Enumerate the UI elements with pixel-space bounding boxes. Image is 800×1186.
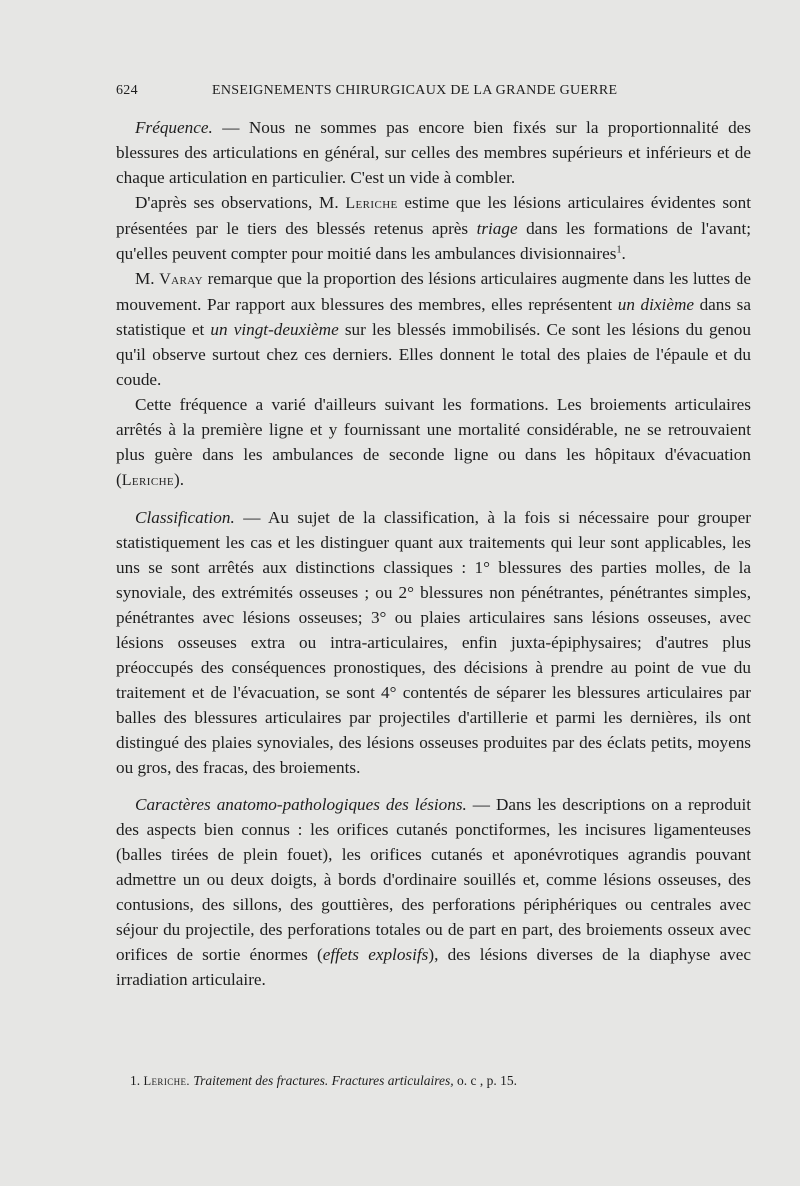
footnote <box>130 1073 750 1089</box>
section-heading-caracteres: Caractères anatomo-pathologiques des lésions. <box>135 795 467 814</box>
section-heading-frequence: Fréquence. <box>135 118 213 137</box>
paragraph-varay: M. Varay remarque que la proportion des lésions articulaires augmente dans les luttes de mouvement. Par rapport aux blessures des membres, elles représentent un dixième dans sa statistique et un vingt-deuxième sur les blessés immobilisés. Ce sont les lésions du genou qu'il observe surtout chez ces derniers. Elles donnent le total des plaies de l'épaule et du coude. <box>116 269 751 389</box>
footnote-ref[interactable]: 1 <box>616 244 622 256</box>
footnote-reference: o. c , p. 15. <box>453 1073 517 1088</box>
paragraph-classification: Classification. — Au sujet de la classification, à la fois si nécessaire pour grouper statistiquement les cas et les distinguer quant aux traitements qui leur sont applicables, les uns se sont arrêtés aux distinctions classiques : 1° blessures des parties molles, de la synoviale, des extrémités osseuses ; ou 2° blessures non pénétrantes, pénétrantes simples, pénétrantes avec lésions osseuses; 3° ou plaies articulaires sans lésions osseuses, avec lésions osseuses extra ou intra-articulaires, enfin juxta-épiphysaires; d'autres plus préoccupés des conséquences pronostiques, des décisions à prendre au point de vue du traitement et de l'évacuation, se sont 4° contentés de séparer les blessures articulaires par balles des blessures articulaires par projectiles d'artillerie et parmi les dernières, ils ont distingué des plaies synoviales, des lésions osseuses produites par des éclats petits, moyens ou gros, des fracas, des broiements. <box>116 508 751 777</box>
author-name: Leriche <box>121 472 175 489</box>
footnote-title: Traitement des fractures. Fractures articulaires, <box>193 1073 454 1088</box>
paragraph-leriche: D'après ses observations, M. Leriche estime que les lésions articulaires évidentes sont présentées par le tiers des blessés retenus après triage dans les formations de l'avant; qu'elles peuvent compter pour moitié dans les ambulances divisionnaires$^1$. <box>116 193 751 263</box>
running-title: ENSEIGNEMENTS CHIRURGICAUX DE LA GRANDE GUERRE <box>212 83 618 98</box>
paragraph-formations: Cette fréquence a varié d'ailleurs suivant les formations. Les broiements articulaires arrêtés à la première ligne et y fournissant une mortalité considérable, ne se retrouvaient plus guère dans les ambulances de seconde ligne ou dans les hôpitaux d'évacuation (Leriche). <box>116 395 751 489</box>
running-header <box>116 83 751 107</box>
paragraph-frequence: Fréquence. — Nous ne sommes pas encore bien fixés sur la proportionnalité des blessures des articulations en général, sur celles des membres supérieurs et inférieurs et de chaque articulation en particulier. C'est un vide à combler. <box>116 118 751 187</box>
section-heading-classification: Classification. <box>135 508 235 527</box>
author-name: Varay <box>159 271 203 288</box>
author-name: Leriche <box>345 195 398 212</box>
body-text <box>116 115 751 992</box>
footnote-number: 1. <box>130 1073 141 1088</box>
page-number: 624 <box>116 83 138 98</box>
paragraph-caracteres: Caractères anatomo-pathologiques des lésions. — Dans les descriptions on a reproduit des aspects bien connus : les orifices cutanés ponctiformes, les incisures ligamenteuses (balles tirées de plein fouet), les orifices cutanés et aponévrotiques agrandis pouvant admettre un ou deux doigts, à bords d'ordinaire souillés et, comme lésions osseuses, des contusions, des sillons, des gouttières, des perforations périphériques ou centrales avec séjour du projectile, des perforations totales ou de part en part, des broiements osseux avec orifices de sortie énormes (effets explosifs), des lésions diverses de la diaphyse avec irradiation articulaire. <box>116 795 752 989</box>
footnote-author: Leriche. <box>143 1074 190 1088</box>
